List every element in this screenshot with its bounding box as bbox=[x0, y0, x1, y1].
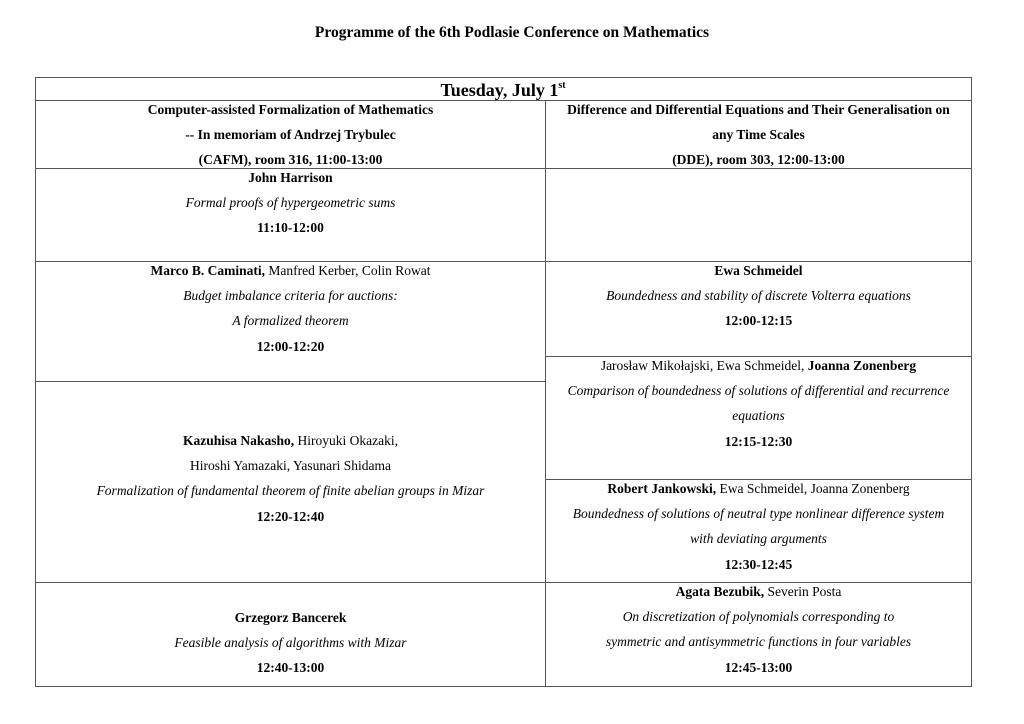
talk-time: 12:20-12:40 bbox=[256, 508, 325, 524]
talk-coauthors: Ewa Schmeidel, Joanna Zonenberg bbox=[716, 481, 910, 496]
talk-bezubik bbox=[546, 579, 971, 680]
talk-title: Budget imbalance criteria for auctions: bbox=[183, 288, 398, 304]
talk-title: Boundedness of solutions of neutral type nonlinear difference system bbox=[572, 506, 945, 522]
session-room: (DDE), room 303, 12:00-13:00 bbox=[672, 152, 845, 168]
session-name: Computer-assisted Formalization of Mathematics bbox=[147, 102, 434, 117]
session-header-cafm bbox=[36, 97, 545, 173]
talk-title: Formal proofs of hypergeometric sums bbox=[185, 195, 396, 211]
talk-time: 12:00-12:20 bbox=[256, 338, 325, 354]
talk-coauthors: Hiroyuki Okazaki, bbox=[294, 433, 398, 448]
talk-speaker: Kazuhisa Nakasho, bbox=[183, 433, 295, 448]
talk-authors bbox=[546, 579, 971, 604]
talk-coauthors: Severin Posta bbox=[764, 584, 842, 599]
talk-coauthors: Manfred Kerber, Colin Rowat bbox=[264, 263, 431, 278]
session-subtitle: any Time Scales bbox=[712, 127, 805, 143]
day-label: Tuesday, July 1 bbox=[440, 80, 559, 100]
talk-authors bbox=[36, 258, 545, 283]
session-room: (CAFM), room 316, 11:00-13:00 bbox=[198, 152, 383, 168]
talk-title: Boundedness and stability of discrete Volterra equations bbox=[606, 288, 911, 304]
talk-title: On discretization of polynomials corresponding to bbox=[622, 609, 895, 625]
talk-harrison bbox=[36, 165, 545, 241]
talk-speaker: Joanna Zonenberg bbox=[807, 358, 917, 373]
talk-time: 12:40-13:00 bbox=[256, 660, 325, 676]
talk-time: 12:15-12:30 bbox=[724, 433, 793, 449]
day-suffix: st bbox=[558, 80, 566, 91]
talk-schmeidel bbox=[546, 258, 971, 334]
talk-time: 12:45-13:00 bbox=[724, 659, 793, 675]
talk-speaker: Marco B. Caminati, bbox=[150, 263, 265, 278]
talk-speaker: Ewa Schmeidel bbox=[714, 263, 803, 278]
border-right bbox=[971, 77, 972, 687]
talk-speaker: Grzegorz Bancerek bbox=[234, 610, 347, 625]
talk-nakasho bbox=[36, 428, 545, 529]
document-title: Programme of the 6th Podlasie Conference on Mathematics bbox=[314, 24, 710, 41]
session-header-dde bbox=[546, 97, 971, 173]
talk-speaker: Robert Jankowski, bbox=[607, 481, 717, 496]
talk-authors bbox=[546, 476, 971, 501]
border-bottom bbox=[35, 686, 972, 687]
talk-authors bbox=[546, 353, 971, 378]
talk-speaker: John Harrison bbox=[248, 170, 333, 185]
talk-bancerek bbox=[36, 605, 545, 681]
talk-title: Comparison of boundedness of solutions of differential and recurrence bbox=[567, 383, 950, 399]
talk-time: 11:10-12:00 bbox=[257, 220, 324, 236]
talk-caminati bbox=[36, 258, 545, 359]
session-subtitle: -- In memoriam of Andrzej Trybulec bbox=[185, 127, 396, 143]
talk-speaker: Agata Bezubik, bbox=[675, 584, 765, 599]
talk-zonenberg bbox=[546, 353, 971, 454]
talk-title-cont: A formalized theorem bbox=[232, 313, 349, 329]
talk-jankowski bbox=[546, 476, 971, 577]
talk-title-cont: with deviating arguments bbox=[690, 531, 827, 547]
talk-authors bbox=[36, 428, 545, 453]
talk-time: 12:30-12:45 bbox=[724, 556, 793, 572]
talk-time: 12:00-12:15 bbox=[724, 313, 793, 329]
talk-title: Feasible analysis of algorithms with Mizar bbox=[174, 635, 407, 651]
talk-coauthors: Jarosław Mikołajski, Ewa Schmeidel, bbox=[600, 358, 808, 373]
talk-title: Formalization of fundamental theorem of finite abelian groups in Mizar bbox=[96, 483, 485, 499]
talk-coauthors-cont: Hiroshi Yamazaki, Yasunari Shidama bbox=[190, 458, 391, 474]
talk-title-cont: symmetric and antisymmetric functions in four variables bbox=[605, 634, 912, 650]
talk-title-cont: equations bbox=[732, 408, 785, 424]
session-name: Difference and Differential Equations and Their Generalisation on bbox=[567, 102, 950, 117]
border-left-r2 bbox=[35, 381, 545, 382]
